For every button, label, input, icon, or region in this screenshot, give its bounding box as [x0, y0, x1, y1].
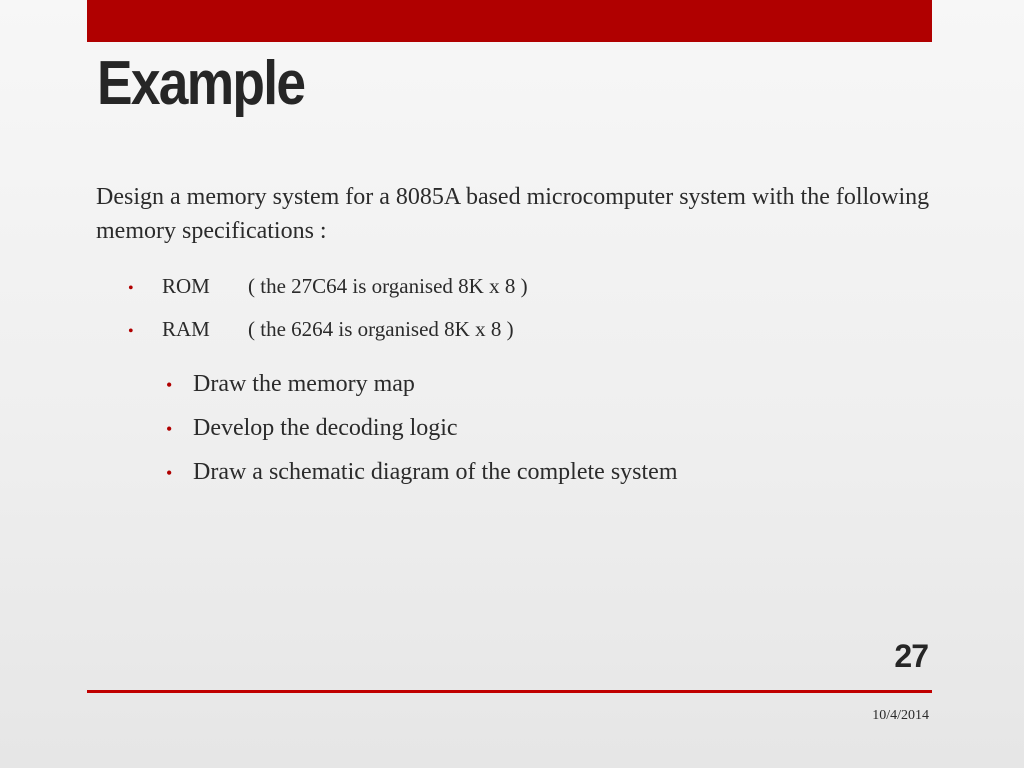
task-text: Draw a schematic diagram of the complete system: [193, 459, 678, 485]
memory-spec-list: [128, 270, 528, 356]
top-accent-bar: [87, 0, 932, 42]
intro-paragraph: Design a memory system for a 8085A based microcomputer system with the following memory specifications :: [96, 184, 930, 244]
spec-item-rom: [128, 270, 528, 313]
task-list: [166, 367, 678, 499]
page-number: 27: [894, 638, 928, 674]
bullet-icon: •: [128, 323, 134, 340]
task-text: Develop the decoding logic: [193, 415, 458, 441]
bullet-icon: •: [128, 280, 134, 297]
spec-detail: ( the 6264 is organised 8K x 8 ): [248, 317, 514, 341]
task-text: Draw the memory map: [193, 371, 415, 397]
slide-date: 10/4/2014: [872, 708, 929, 723]
spec-name: RAM: [162, 317, 210, 341]
task-item: [166, 455, 678, 499]
task-item: [166, 411, 678, 455]
bullet-icon: •: [166, 419, 173, 439]
bullet-icon: •: [166, 463, 173, 483]
spec-item-ram: [128, 313, 528, 356]
bottom-divider: [87, 690, 932, 693]
spec-name: ROM: [162, 274, 210, 298]
slide-title: Example: [97, 49, 305, 118]
bullet-icon: •: [166, 375, 173, 395]
task-item: [166, 367, 678, 411]
spec-detail: ( the 27C64 is organised 8K x 8 ): [248, 274, 528, 298]
